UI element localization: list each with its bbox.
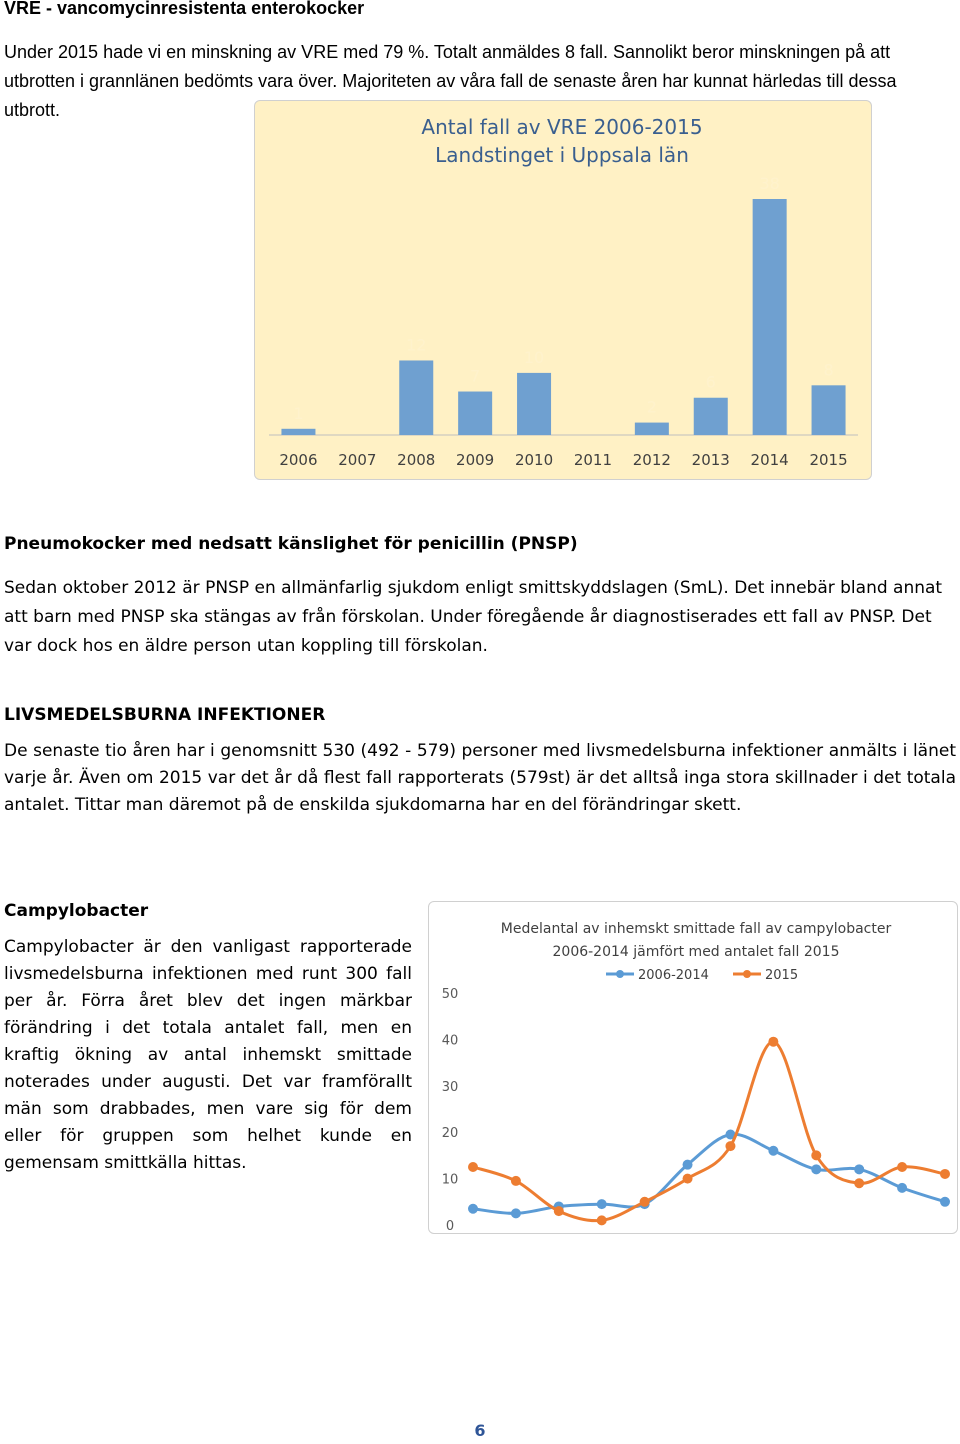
legend-marker-2015: [743, 970, 751, 978]
vre-chart-title: Antal fall av VRE 2006-2015: [421, 115, 703, 139]
campy-point-2006-2014-12: [940, 1197, 950, 1207]
campy-point-2015-10: [854, 1178, 864, 1188]
campy-y-tick-50: 50: [441, 987, 459, 1002]
campy-point-2006-2014-4: [597, 1199, 607, 1209]
vre-x-tick-2012: 2012: [632, 451, 671, 469]
vre-paragraph: Under 2015 hade vi en minskning av VRE med 79 %. Totalt anmäldes 8 fall. Sannolikt beror minskningen på att utbrotten i grannlänen bedömts vara över. Majoriteten av våra fall de senaste åren har kunnat härledas till dessa utbrott.: [4, 42, 897, 120]
vre-bar-label-2015: 8: [823, 360, 834, 380]
campy-point-2015-4: [597, 1215, 607, 1225]
legend-label-2015: 2015: [765, 968, 799, 983]
vre-x-tick-2014: 2014: [750, 451, 789, 469]
vre-bar-label-2014: 38: [759, 174, 780, 193]
campy-series-line-2015: [473, 1042, 945, 1221]
campy-point-2006-2014-2: [511, 1208, 521, 1218]
vre-chart-subtitle: Landstinget i Uppsala län: [435, 143, 689, 167]
campy-point-2015-3: [554, 1206, 564, 1216]
vre-bar-label-2008: 12: [406, 335, 427, 355]
vre-bar-2015: [812, 385, 846, 435]
campy-point-2006-2014-11: [897, 1183, 907, 1193]
vre-bar-chart: [254, 100, 872, 480]
vre-x-tick-2013: 2013: [691, 451, 730, 469]
vre-bar-label-2009: 7: [470, 366, 481, 386]
legend-label-2006-2014: 2006-2014: [638, 968, 709, 983]
vre-x-tick-2008: 2008: [397, 451, 436, 469]
campy-point-2015-12: [940, 1169, 950, 1179]
vre-x-tick-2006: 2006: [279, 451, 318, 469]
vre-bar-2008: [399, 360, 433, 435]
vre-bar-label-2012: 2: [646, 397, 657, 417]
vre-bar-label-2013: 6: [705, 372, 716, 392]
campy-point-2015-7: [725, 1141, 735, 1151]
campy-point-2006-2014-10: [854, 1164, 864, 1174]
campy-point-2015-8: [768, 1037, 778, 1047]
vre-bar-label-2006: 1: [293, 403, 304, 423]
campy-chart-subtitle: 2006-2014 jämfört med antalet fall 2015: [552, 944, 840, 960]
vre-heading: VRE - vancomycinresistenta enterokocker: [4, 0, 365, 18]
pnsp-paragraph: Sedan oktober 2012 är PNSP en allmänfarlig sjukdom enligt smittskyddslagen (SmL). Det innebär bland annat att barn med PNSP ska stängas av från förskolan. Under föregående år diagnostiserades ett fall av PNSP. Det var dock hos en äldre person utan koppling till förskolan.: [4, 578, 943, 656]
campy-y-tick-10: 10: [441, 1172, 459, 1188]
vre-x-tick-2010: 2010: [514, 451, 554, 469]
vre-bar-2010: [517, 373, 551, 435]
legend-marker-2006-2014: [616, 970, 624, 978]
livsmedel-paragraph: De senaste tio åren har i genomsnitt 530 (492 - 579) personer med livsmedelsburna infektioner anmälts i länet varje år. Även om 2015 var det år då flest fall rapporterats (579st) är det alltså inga stora skillnader i det totala antalet. Tittar man däremot på de enskilda sjukdomarna har en del förändringar skett.: [4, 741, 956, 815]
campy-point-2015-1: [468, 1162, 478, 1172]
vre-x-tick-2011: 2011: [573, 451, 613, 469]
page-number: 6: [474, 1421, 486, 1440]
vre-bar-2014: [753, 199, 787, 435]
campy-chart-title: Medelantal av inhemskt smittade fall av campylobacter: [500, 921, 892, 937]
vre-x-tick-2015: 2015: [809, 451, 848, 469]
campy-heading: Campylobacter: [4, 901, 149, 921]
campy-y-tick-40: 40: [441, 1033, 459, 1049]
campy-point-2015-9: [811, 1150, 821, 1160]
campy-y-tick-0: 0: [445, 1219, 455, 1234]
campy-point-2006-2014-6: [683, 1160, 693, 1170]
vre-bar-2013: [694, 398, 728, 435]
livsmedel-heading: LIVSMEDELSBURNA INFEKTIONER: [4, 705, 326, 725]
campy-point-2015-11: [897, 1162, 907, 1172]
vre-bar-2006: [281, 429, 315, 435]
vre-bar-label-2010: 10: [523, 347, 545, 367]
campy-point-2006-2014-9: [811, 1164, 821, 1174]
campy-y-tick-20: 20: [441, 1126, 459, 1142]
campy-point-2006-2014-1: [468, 1204, 478, 1214]
campy-line-chart: [428, 901, 958, 1234]
vre-x-tick-2009: 2009: [456, 451, 495, 469]
campy-point-2015-6: [683, 1174, 693, 1184]
campy-legend: [606, 968, 798, 983]
vre-bar-2012: [635, 423, 669, 435]
campy-point-2006-2014-8: [768, 1146, 778, 1156]
vre-x-tick-2007: 2007: [338, 451, 377, 469]
campy-point-2015-5: [640, 1197, 650, 1207]
pnsp-heading: Pneumokocker med nedsatt känslighet för penicillin (PNSP): [4, 534, 578, 554]
campy-point-2015-2: [511, 1176, 521, 1186]
campy-paragraph: Campylobacter är den vanligast rapporterade livsmedelsburna infektionen med runt 300 fall per år. Förra året blev det ingen märkbar förändring i det totala antalet fall, men en kraftig ökning av antal inhemskt smittade noterades under augusti. Det var framförallt män som drabbades, men vare sig för dem eller för gruppen som helhet kunde en gemensam smittkälla hittas.: [4, 937, 412, 1173]
vre-bar-2009: [458, 392, 492, 435]
campy-y-tick-30: 30: [441, 1079, 459, 1095]
